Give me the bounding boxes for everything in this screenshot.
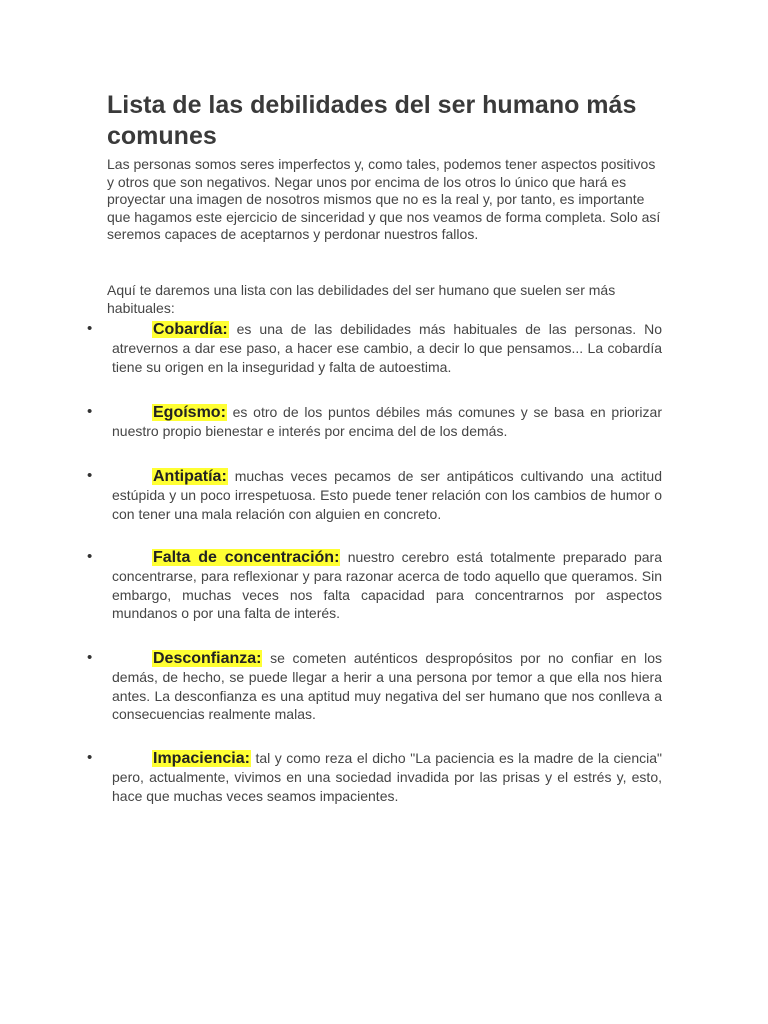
item-description: es una de las debilidades más habituales de las personas. No atrevernos a dar ese paso, a hacer ese cambio, a decir lo que pensamos... La cobardía tiene su origen en la inseguridad y falta de autoestima.: [112, 321, 662, 375]
intro-paragraph: Las personas somos seres imperfectos y, como tales, podemos tener aspectos positivos y otros que son negativos. Negar unos por encima de los otros lo único que hará es proyectar una imagen de nosotros mismos que no es la real y, por tanto, es importante que hagamos este ejercicio de sinceridad y que nos veamos de forma completa. Solo así seremos capaces de aceptarnos y perdonar nuestros fallos.: [107, 156, 661, 243]
bullet-icon: •: [87, 403, 93, 420]
bullet-icon: •: [87, 467, 93, 484]
bullet-icon: •: [87, 649, 93, 666]
highlighted-term: Egoísmo:: [153, 404, 226, 421]
list-item-falta-de-concentracion: [87, 548, 662, 623]
list-item-cobardia: [87, 320, 662, 376]
bullet-icon: •: [87, 749, 93, 766]
item-description: tal y como reza el dicho "La paciencia es la madre de la ciencia" pero, actualmente, vivimos en una sociedad invadida por las prisas y el estrés y, esto, hace que muchas veces seamos impacientes.: [112, 750, 662, 804]
item-description: muchas veces pecamos de ser antipáticos cultivando una actitud estúpida y un poco irrespetuosa. Esto puede tener relación con los cambios de humor o con tener una mala relación con alguien en concreto.: [112, 468, 662, 522]
item-description: es otro de los puntos débiles más comunes y se basa en priorizar nuestro propio bienestar e interés por encima del de los demás.: [112, 404, 662, 440]
intro-list-lead: Aquí te daremos una lista con las debilidades del ser humano que suelen ser más habituales:: [107, 282, 616, 316]
list-item-egoismo: [87, 403, 662, 441]
highlighted-term: Impaciencia:: [153, 750, 250, 767]
highlighted-term: Antipatía:: [153, 468, 227, 485]
item-description: nuestro cerebro está totalmente preparado para concentrarse, para reflexionar y para razonar acerca de todo aquello que queramos. Sin embargo, muchas veces nos falta capacidad para concentrarnos por aspectos mundanos o por una falta de interés.: [112, 549, 663, 622]
list-item-antipatia: [87, 467, 662, 523]
highlighted-term: Cobardía:: [153, 321, 228, 338]
highlighted-term: Falta de concentración:: [153, 549, 340, 566]
list-item-impaciencia: [87, 749, 662, 805]
page-title: Lista de las debilidades del ser humano más comunes: [107, 91, 637, 150]
bullet-icon: •: [87, 320, 93, 337]
highlighted-term: Desconfianza:: [153, 650, 262, 667]
item-description: se cometen auténticos despropósitos por no confiar en los demás, de hecho, se puede llegar a herir a una persona por temor a que ella nos hiera antes. La desconfianza es una aptitud muy negativa del ser humano que nos conlleva a consecuencias realmente malas.: [112, 650, 662, 723]
bullet-icon: •: [87, 548, 93, 565]
list-item-desconfianza: [87, 649, 662, 724]
